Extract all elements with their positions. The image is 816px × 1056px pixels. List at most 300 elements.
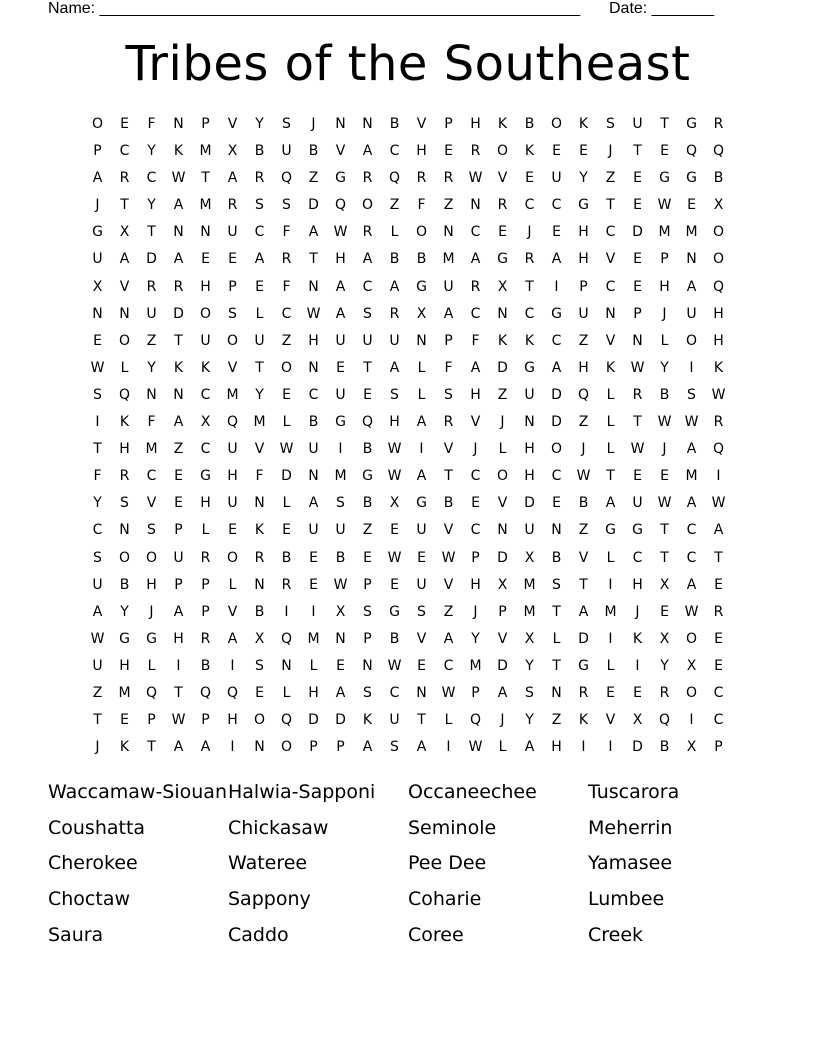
grid-letter: A bbox=[173, 197, 184, 214]
grid-letter: R bbox=[254, 170, 265, 187]
grid-letter: S bbox=[687, 386, 696, 403]
grid-letter: E bbox=[120, 712, 129, 729]
grid-letter: D bbox=[335, 712, 346, 729]
grid-letter: O bbox=[496, 143, 509, 160]
grid-letter: G bbox=[686, 116, 697, 132]
grid-letter: Y bbox=[147, 197, 156, 214]
grid-letter: T bbox=[120, 197, 129, 214]
grid-letter: A bbox=[686, 576, 697, 593]
grid-letter: V bbox=[578, 549, 589, 566]
grid-letter: L bbox=[120, 359, 129, 376]
letter-grid bbox=[84, 111, 732, 761]
grid-letter: P bbox=[201, 712, 210, 729]
grid-letter: J bbox=[95, 739, 100, 756]
grid-letter: R bbox=[389, 305, 400, 322]
grid-letter: W bbox=[657, 197, 672, 214]
grid-letter: E bbox=[336, 359, 345, 376]
word-list-item: Wateree bbox=[228, 852, 308, 875]
grid-letter: U bbox=[173, 549, 184, 566]
grid-letter: O bbox=[280, 359, 293, 376]
grid-letter: E bbox=[282, 522, 291, 539]
grid-letter: R bbox=[578, 684, 589, 701]
grid-letter: C bbox=[551, 197, 562, 214]
grid-letter: H bbox=[524, 468, 535, 485]
grid-letter: Z bbox=[497, 386, 508, 403]
grid-letter: Q bbox=[712, 278, 725, 295]
grid-letter: Z bbox=[578, 414, 589, 431]
grid-letter: N bbox=[254, 576, 265, 593]
grid-letter: N bbox=[92, 305, 103, 322]
grid-letter: N bbox=[254, 739, 265, 756]
grid-letter: L bbox=[606, 441, 615, 458]
grid-letter: B bbox=[659, 386, 670, 403]
grid-letter: E bbox=[228, 251, 237, 268]
grid-letter: C bbox=[200, 386, 211, 403]
grid-letter: T bbox=[552, 657, 561, 674]
grid-letter: X bbox=[254, 630, 265, 647]
grid-letter: K bbox=[497, 332, 508, 349]
grid-letter: K bbox=[173, 359, 184, 376]
grid-letter: C bbox=[308, 386, 319, 403]
grid-letter: A bbox=[362, 739, 373, 756]
grid-letter: E bbox=[633, 251, 642, 268]
grid-letter: Z bbox=[551, 712, 562, 729]
grid-letter: J bbox=[500, 414, 505, 431]
grid-row bbox=[84, 409, 732, 436]
grid-letter: Z bbox=[281, 332, 292, 349]
grid-letter: I bbox=[230, 739, 235, 756]
grid-letter: H bbox=[578, 251, 589, 268]
grid-letter: R bbox=[173, 278, 184, 295]
grid-letter: J bbox=[527, 224, 532, 241]
grid-letter: A bbox=[416, 414, 427, 431]
grid-letter: M bbox=[307, 630, 320, 647]
grid-letter: G bbox=[200, 468, 211, 485]
grid-letter: E bbox=[309, 576, 318, 593]
grid-letter: P bbox=[201, 116, 210, 132]
grid-letter: T bbox=[201, 170, 210, 187]
grid-letter: D bbox=[551, 414, 562, 431]
grid-letter: U bbox=[281, 143, 292, 160]
grid-letter: Q bbox=[280, 630, 293, 647]
grid-letter: A bbox=[173, 603, 184, 620]
grid-letter: Q bbox=[145, 684, 158, 701]
grid-letter: V bbox=[254, 441, 265, 458]
grid-letter: E bbox=[660, 603, 669, 620]
grid-letter: I bbox=[338, 441, 343, 458]
word-list-item: Sappony bbox=[228, 888, 311, 911]
grid-letter: A bbox=[524, 739, 535, 756]
grid-letter: V bbox=[497, 170, 508, 187]
grid-letter: D bbox=[551, 386, 562, 403]
grid-letter: P bbox=[444, 116, 453, 132]
grid-letter: J bbox=[95, 197, 100, 214]
grid-letter: T bbox=[633, 414, 642, 431]
grid-letter: J bbox=[149, 603, 154, 620]
grid-letter: A bbox=[443, 305, 454, 322]
grid-letter: O bbox=[685, 684, 698, 701]
grid-letter: S bbox=[390, 739, 399, 756]
grid-letter: A bbox=[686, 278, 697, 295]
grid-letter: M bbox=[118, 684, 131, 701]
grid-letter: A bbox=[119, 251, 130, 268]
grid-letter: B bbox=[308, 143, 319, 160]
grid-letter: B bbox=[281, 549, 292, 566]
grid-letter: X bbox=[524, 549, 535, 566]
grid-letter: E bbox=[606, 684, 615, 701]
grid-row bbox=[84, 219, 732, 246]
grid-letter: U bbox=[146, 305, 157, 322]
grid-letter: A bbox=[605, 495, 616, 512]
grid-letter: L bbox=[417, 386, 426, 403]
grid-letter: E bbox=[714, 576, 723, 593]
grid-letter: G bbox=[362, 468, 373, 485]
grid-letter: H bbox=[173, 630, 184, 647]
grid-letter: M bbox=[199, 143, 212, 160]
grid-letter: N bbox=[173, 224, 184, 241]
grid-letter: L bbox=[498, 441, 507, 458]
grid-letter: G bbox=[389, 603, 400, 620]
grid-letter: L bbox=[147, 657, 156, 674]
grid-row bbox=[84, 138, 732, 165]
grid-letter: Q bbox=[334, 197, 347, 214]
grid-letter: S bbox=[255, 657, 264, 674]
grid-letter: K bbox=[119, 414, 130, 431]
grid-letter: P bbox=[498, 603, 507, 620]
grid-letter: K bbox=[605, 359, 616, 376]
grid-letter: C bbox=[605, 224, 616, 241]
grid-letter: I bbox=[95, 414, 100, 431]
grid-letter: U bbox=[524, 386, 535, 403]
grid-letter: X bbox=[119, 224, 130, 241]
name-line: ______________________________________________________ bbox=[99, 0, 581, 17]
grid-letter: N bbox=[362, 657, 373, 674]
grid-letter: N bbox=[119, 522, 130, 539]
grid-letter: A bbox=[362, 143, 373, 160]
grid-letter: R bbox=[470, 143, 481, 160]
grid-letter: W bbox=[279, 441, 294, 458]
grid-letter: E bbox=[390, 522, 399, 539]
grid-row bbox=[84, 680, 732, 707]
grid-letter: Q bbox=[577, 386, 590, 403]
grid-letter: H bbox=[551, 739, 562, 756]
grid-letter: D bbox=[497, 359, 508, 376]
word-list-item: Pee Dee bbox=[408, 852, 487, 875]
grid-letter: Z bbox=[308, 170, 319, 187]
grid-letter: B bbox=[254, 143, 265, 160]
grid-letter: O bbox=[550, 441, 563, 458]
grid-letter: K bbox=[497, 116, 508, 132]
grid-letter: R bbox=[119, 170, 130, 187]
grid-letter: W bbox=[657, 495, 672, 512]
grid-letter: H bbox=[335, 251, 346, 268]
grid-letter: I bbox=[608, 576, 613, 593]
grid-letter: I bbox=[176, 657, 181, 674]
grid-letter: B bbox=[524, 116, 535, 132]
grid-letter: Y bbox=[147, 359, 156, 376]
grid-letter: L bbox=[282, 495, 291, 512]
grid-letter: F bbox=[282, 224, 291, 241]
grid-letter: L bbox=[606, 414, 615, 431]
grid-letter: Y bbox=[471, 630, 480, 647]
grid-letter: Q bbox=[361, 414, 374, 431]
grid-letter: I bbox=[419, 441, 424, 458]
grid-letter: O bbox=[253, 712, 266, 729]
grid-letter: F bbox=[147, 116, 156, 132]
grid-letter: C bbox=[713, 684, 724, 701]
grid-letter: M bbox=[199, 197, 212, 214]
grid-letter: N bbox=[335, 630, 346, 647]
grid-letter: M bbox=[334, 468, 347, 485]
grid-letter: T bbox=[579, 576, 588, 593]
grid-letter: X bbox=[389, 495, 400, 512]
grid-letter: V bbox=[227, 603, 238, 620]
grid-letter: H bbox=[119, 441, 130, 458]
grid-letter: K bbox=[119, 739, 130, 756]
grid-letter: R bbox=[281, 576, 292, 593]
grid-letter: W bbox=[684, 414, 699, 431]
grid-letter: A bbox=[443, 630, 454, 647]
grid-letter: W bbox=[306, 305, 321, 322]
grid-letter: S bbox=[255, 197, 264, 214]
grid-letter: A bbox=[713, 522, 724, 539]
grid-letter: R bbox=[443, 170, 454, 187]
grid-row bbox=[84, 355, 732, 382]
grid-letter: X bbox=[686, 739, 697, 756]
grid-letter: I bbox=[284, 603, 289, 620]
grid-letter: G bbox=[578, 197, 589, 214]
grid-letter: R bbox=[713, 116, 724, 132]
grid-letter: H bbox=[470, 116, 481, 132]
grid-letter: S bbox=[93, 549, 102, 566]
grid-letter: A bbox=[308, 495, 319, 512]
header bbox=[48, 0, 714, 19]
grid-letter: A bbox=[686, 495, 697, 512]
grid-letter: L bbox=[660, 332, 669, 349]
grid-row bbox=[84, 165, 732, 192]
grid-letter: N bbox=[146, 386, 157, 403]
grid-letter: K bbox=[578, 712, 589, 729]
grid-letter: L bbox=[282, 414, 291, 431]
grid-letter: E bbox=[255, 278, 264, 295]
grid-letter: V bbox=[605, 251, 616, 268]
grid-letter: S bbox=[363, 684, 372, 701]
grid-letter: P bbox=[471, 684, 480, 701]
grid-letter: M bbox=[604, 603, 617, 620]
grid-letter: G bbox=[632, 522, 643, 539]
grid-letter: L bbox=[606, 657, 615, 674]
grid-letter: C bbox=[713, 712, 724, 729]
grid-letter: V bbox=[470, 414, 481, 431]
grid-letter: V bbox=[605, 332, 616, 349]
grid-letter: I bbox=[581, 739, 586, 756]
grid-letter: B bbox=[659, 739, 670, 756]
grid-letter: O bbox=[712, 224, 725, 241]
grid-letter: P bbox=[633, 305, 642, 322]
grid-letter: S bbox=[228, 305, 237, 322]
grid-letter: C bbox=[470, 224, 481, 241]
grid-letter: M bbox=[442, 251, 455, 268]
grid-letter: V bbox=[119, 278, 130, 295]
word-list-item: Coushatta bbox=[48, 816, 146, 839]
grid-letter: B bbox=[551, 549, 562, 566]
grid-letter: A bbox=[551, 359, 562, 376]
grid-letter: P bbox=[174, 522, 183, 539]
grid-letter: Z bbox=[173, 441, 184, 458]
grid-letter: R bbox=[281, 251, 292, 268]
grid-letter: W bbox=[171, 712, 186, 729]
grid-letter: Q bbox=[712, 143, 725, 160]
grid-letter: L bbox=[282, 684, 291, 701]
grid-letter: N bbox=[254, 495, 265, 512]
grid-letter: U bbox=[551, 170, 562, 187]
grid-letter: F bbox=[93, 468, 102, 485]
grid-letter: H bbox=[578, 359, 589, 376]
grid-letter: N bbox=[686, 251, 697, 268]
grid-letter: S bbox=[120, 495, 129, 512]
grid-letter: W bbox=[171, 170, 186, 187]
grid-letter: W bbox=[387, 549, 402, 566]
grid-letter: J bbox=[662, 441, 667, 458]
grid-letter: A bbox=[227, 170, 238, 187]
grid-letter: E bbox=[660, 468, 669, 485]
grid-letter: E bbox=[363, 386, 372, 403]
grid-letter: K bbox=[524, 143, 535, 160]
grid-letter: Z bbox=[92, 684, 103, 701]
grid-letter: H bbox=[227, 712, 238, 729]
grid-letter: E bbox=[93, 332, 102, 349]
grid-letter: B bbox=[200, 657, 211, 674]
grid-letter: O bbox=[199, 305, 212, 322]
grid-row bbox=[84, 734, 732, 761]
grid-letter: Q bbox=[226, 414, 239, 431]
grid-letter: F bbox=[282, 278, 291, 295]
grid-letter: X bbox=[497, 278, 508, 295]
grid-letter: I bbox=[446, 739, 451, 756]
date-label: Date: bbox=[609, 0, 648, 17]
grid-letter: V bbox=[443, 522, 454, 539]
grid-letter: N bbox=[362, 116, 373, 132]
grid-letter: B bbox=[389, 630, 400, 647]
grid-letter: J bbox=[635, 603, 640, 620]
grid-letter: V bbox=[227, 116, 238, 132]
grid-row bbox=[84, 436, 732, 463]
grid-letter: I bbox=[230, 657, 235, 674]
grid-letter: A bbox=[416, 739, 427, 756]
grid-letter: Y bbox=[255, 386, 264, 403]
grid-letter: L bbox=[390, 224, 399, 241]
grid-letter: V bbox=[497, 630, 508, 647]
word-list-item: Meherrin bbox=[588, 816, 673, 839]
grid-letter: B bbox=[389, 116, 400, 132]
grid-letter: S bbox=[147, 522, 156, 539]
grid-letter: C bbox=[524, 197, 535, 214]
grid-letter: S bbox=[525, 684, 534, 701]
grid-letter: A bbox=[200, 739, 211, 756]
grid-letter: W bbox=[630, 441, 645, 458]
grid-letter: K bbox=[524, 332, 535, 349]
grid-letter: X bbox=[335, 603, 346, 620]
word-list-item: Lumbee bbox=[588, 888, 665, 911]
grid-letter: V bbox=[146, 495, 157, 512]
grid-letter: N bbox=[200, 224, 211, 241]
grid-letter: T bbox=[444, 468, 453, 485]
grid-letter: W bbox=[333, 224, 348, 241]
name-label: Name: bbox=[48, 0, 96, 17]
grid-letter: J bbox=[581, 441, 586, 458]
grid-letter: Z bbox=[146, 332, 157, 349]
grid-letter: X bbox=[200, 414, 211, 431]
grid-letter: N bbox=[173, 116, 184, 132]
grid-letter: C bbox=[470, 522, 481, 539]
grid-letter: Q bbox=[226, 684, 239, 701]
grid-letter: R bbox=[713, 603, 724, 620]
grid-letter: U bbox=[227, 441, 238, 458]
grid-row bbox=[84, 653, 732, 680]
grid-letter: T bbox=[363, 359, 372, 376]
grid-letter: U bbox=[335, 332, 346, 349]
grid-letter: P bbox=[201, 603, 210, 620]
grid-letter: X bbox=[524, 630, 535, 647]
grid-letter: Z bbox=[362, 522, 373, 539]
grid-letter: X bbox=[659, 576, 670, 593]
grid-letter: G bbox=[335, 414, 346, 431]
grid-letter: Q bbox=[388, 170, 401, 187]
grid-letter: U bbox=[632, 495, 643, 512]
grid-letter: G bbox=[497, 251, 508, 268]
grid-letter: Y bbox=[579, 170, 588, 187]
grid-letter: O bbox=[712, 251, 725, 268]
grid-letter: P bbox=[201, 576, 210, 593]
grid-letter: D bbox=[497, 657, 508, 674]
grid-letter: X bbox=[632, 712, 643, 729]
grid-letter: E bbox=[552, 143, 561, 160]
grid-letter: A bbox=[335, 278, 346, 295]
grid-letter: G bbox=[686, 170, 697, 187]
grid-letter: U bbox=[389, 332, 400, 349]
grid-letter: P bbox=[579, 278, 588, 295]
word-list-item: Choctaw bbox=[48, 888, 131, 911]
grid-letter: L bbox=[444, 712, 453, 729]
grid-row bbox=[84, 707, 732, 734]
grid-letter: V bbox=[416, 116, 427, 132]
word-list-item: Saura bbox=[48, 923, 104, 946]
grid-row bbox=[84, 111, 732, 138]
grid-letter: J bbox=[311, 116, 316, 132]
grid-letter: H bbox=[713, 332, 724, 349]
grid-letter: E bbox=[633, 278, 642, 295]
grid-letter: C bbox=[686, 549, 697, 566]
grid-letter: S bbox=[282, 197, 291, 214]
grid-letter: E bbox=[552, 224, 561, 241]
grid-letter: U bbox=[200, 332, 211, 349]
grid-letter: Q bbox=[685, 143, 698, 160]
grid-letter: M bbox=[523, 603, 536, 620]
grid-letter: O bbox=[280, 739, 293, 756]
grid-letter: F bbox=[147, 414, 156, 431]
grid-letter: M bbox=[658, 224, 671, 241]
grid-letter: F bbox=[255, 468, 264, 485]
word-list-item: Yamasee bbox=[588, 852, 673, 875]
grid-letter: H bbox=[227, 468, 238, 485]
grid-letter: V bbox=[227, 359, 238, 376]
grid-letter: Z bbox=[443, 197, 454, 214]
grid-letter: H bbox=[119, 657, 130, 674]
grid-letter: O bbox=[685, 630, 698, 647]
date-line: _______ bbox=[651, 0, 714, 17]
grid-letter: H bbox=[713, 305, 724, 322]
grid-letter: B bbox=[362, 495, 373, 512]
